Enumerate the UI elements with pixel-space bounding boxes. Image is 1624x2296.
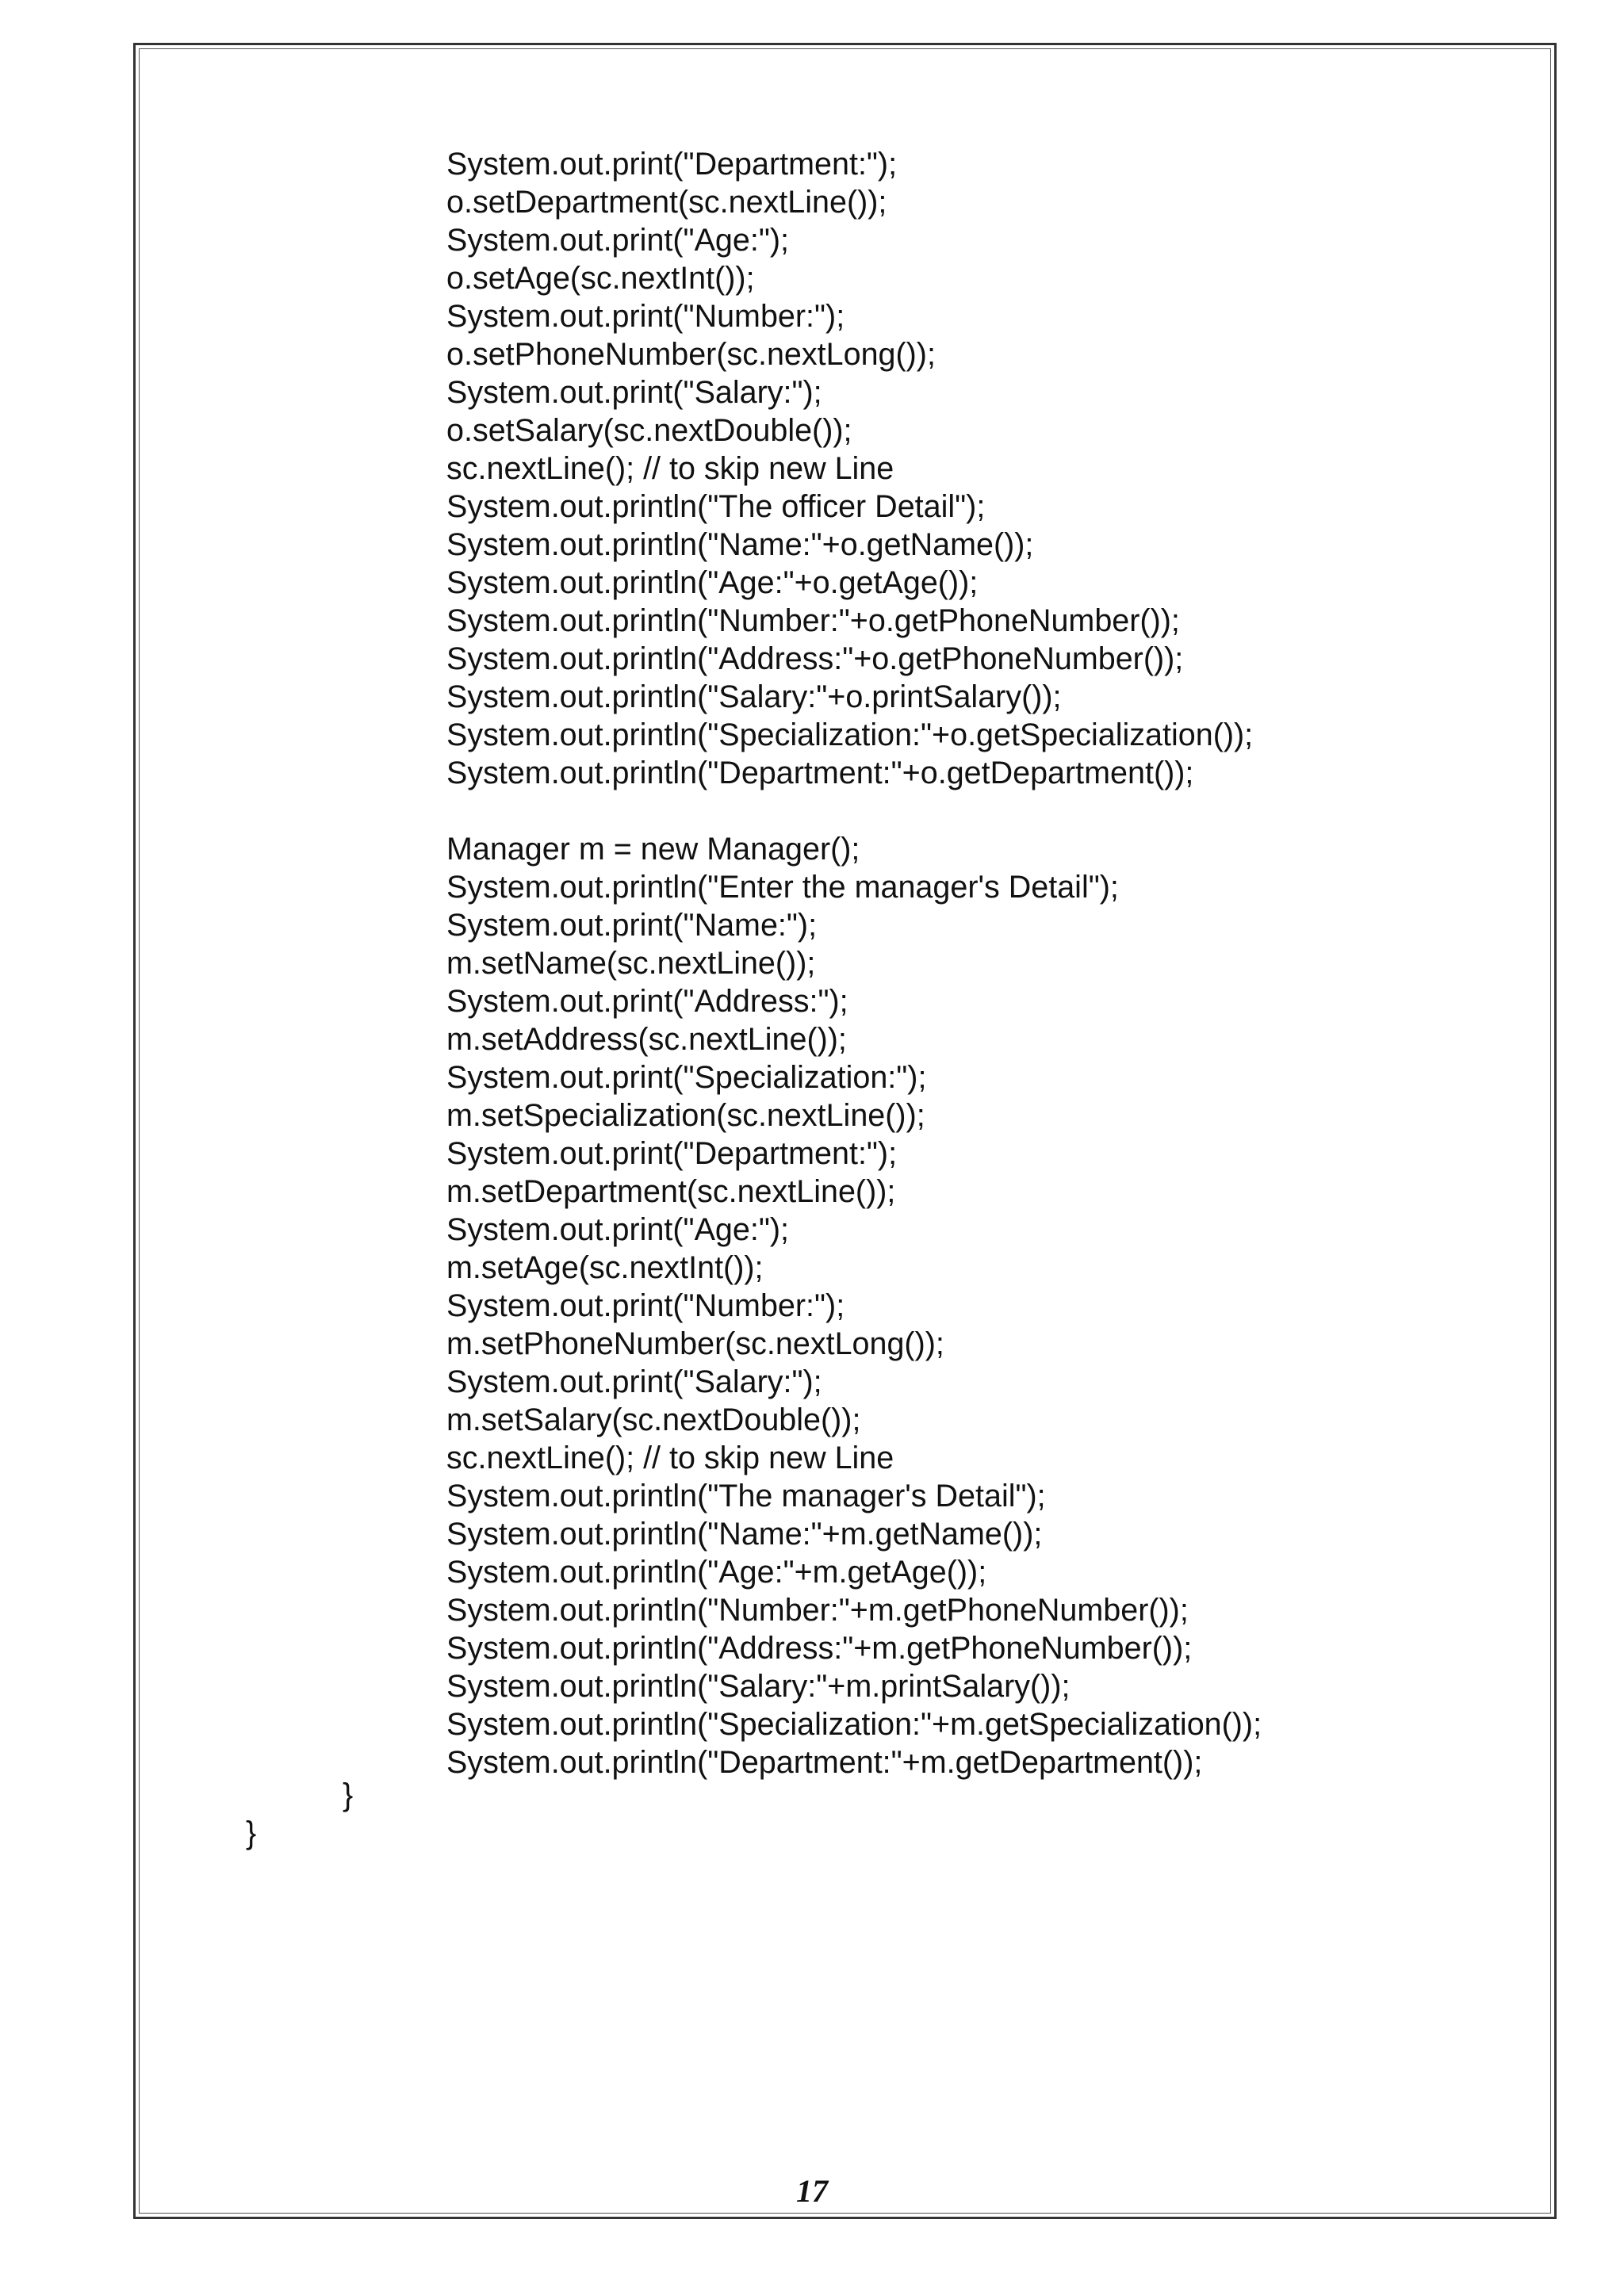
code-listing	[446, 145, 1262, 1781]
code-line: System.out.print("Name:");	[446, 908, 818, 943]
code-line: m.setAddress(sc.nextLine());	[446, 1022, 847, 1057]
code-line: System.out.print("Salary:");	[446, 1364, 822, 1399]
code-line: System.out.print("Age:");	[446, 1212, 789, 1247]
code-line: System.out.print("Department:");	[446, 1136, 898, 1171]
code-line: System.out.println("Address:"+m.getPhoneNumber());	[446, 1631, 1193, 1666]
code-line: System.out.print("Address:");	[446, 984, 848, 1019]
code-line: System.out.print("Number:");	[446, 299, 845, 334]
code-line: System.out.println("Specialization:"+o.getSpecialization());	[446, 718, 1254, 752]
code-line: System.out.println("The officer Detail");	[446, 489, 986, 524]
code-line: m.setPhoneNumber(sc.nextLong());	[446, 1326, 944, 1361]
code-line: sc.nextLine(); // to skip new Line	[446, 451, 894, 486]
code-line: m.setSpecialization(sc.nextLine());	[446, 1098, 925, 1133]
code-line: o.setSalary(sc.nextDouble());	[446, 413, 852, 448]
code-line: System.out.println("The manager's Detail");	[446, 1479, 1046, 1513]
code-line: System.out.println("Department:"+o.getDepartment());	[446, 756, 1194, 790]
blank-line	[446, 792, 1262, 830]
code-line: System.out.println("Address:"+o.getPhoneNumber());	[446, 641, 1184, 676]
code-line: m.setAge(sc.nextInt());	[446, 1250, 764, 1285]
page-number: 17	[796, 2173, 828, 2209]
class-closing-brace: }	[246, 1816, 257, 1850]
code-line: System.out.println("Enter the manager's Detail");	[446, 870, 1119, 905]
code-line: System.out.print("Salary:");	[446, 375, 822, 410]
code-line: System.out.println("Specialization:"+m.getSpecialization());	[446, 1707, 1262, 1742]
code-line: m.setName(sc.nextLine());	[446, 946, 816, 981]
code-line: m.setSalary(sc.nextDouble());	[446, 1402, 861, 1437]
code-line: System.out.println("Number:"+m.getPhoneNumber());	[446, 1593, 1189, 1628]
code-line: System.out.println("Salary:"+m.printSalary());	[446, 1669, 1071, 1704]
method-closing-brace: }	[343, 1777, 354, 1812]
code-line: System.out.println("Department:"+m.getDepartment());	[446, 1745, 1203, 1780]
code-line: System.out.print("Department:");	[446, 147, 898, 182]
code-line: System.out.print("Number:");	[446, 1288, 845, 1323]
code-line: System.out.println("Number:"+o.getPhoneNumber());	[446, 603, 1180, 638]
code-line: System.out.println("Name:"+m.getName());	[446, 1517, 1043, 1552]
code-line: System.out.println("Age:"+m.getAge());	[446, 1555, 987, 1590]
code-line: sc.nextLine(); // to skip new Line	[446, 1441, 894, 1475]
code-line: o.setPhoneNumber(sc.nextLong());	[446, 337, 936, 372]
code-line: m.setDepartment(sc.nextLine());	[446, 1174, 896, 1209]
code-line: System.out.print("Specialization:");	[446, 1060, 927, 1095]
code-line: o.setAge(sc.nextInt());	[446, 261, 755, 296]
code-line: o.setDepartment(sc.nextLine());	[446, 185, 887, 220]
code-line: System.out.print("Age:");	[446, 223, 789, 258]
code-line: Manager m = new Manager();	[446, 832, 860, 867]
code-line: System.out.println("Name:"+o.getName());	[446, 527, 1034, 562]
code-line: System.out.println("Age:"+o.getAge());	[446, 565, 979, 600]
code-line: System.out.println("Salary:"+o.printSalary());	[446, 679, 1062, 714]
